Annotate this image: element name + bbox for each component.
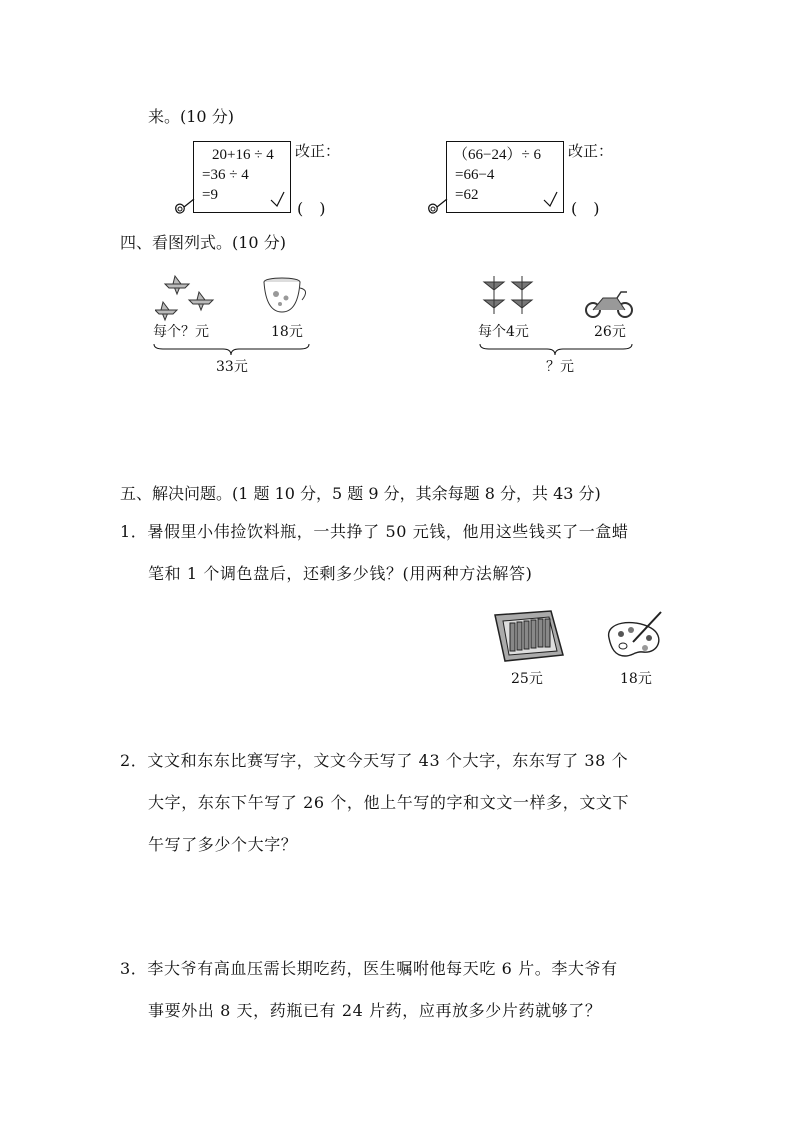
calc-line: =36 ÷ 4: [202, 167, 249, 183]
q3-line-1: 3．李大爷有高血压需长期吃药，医生嘱咐他每天吃 6 片。李大爷有: [120, 959, 618, 978]
spinning-top-icon: [478, 276, 542, 316]
teacup-icon: [258, 276, 312, 316]
crayon-box-icon: [493, 609, 565, 663]
crayon-price-label: 25元: [511, 671, 543, 687]
calc-line: 20+16 ÷ 4: [212, 147, 274, 163]
pencil-hand-icon: [172, 196, 198, 218]
total-brace: [153, 343, 310, 359]
part5-heading: 五、解决问题。(1 题 10 分，5 题 9 分，其余每题 8 分，共 43 分): [120, 484, 601, 503]
calc-line: =62: [455, 187, 479, 203]
calculation-box: [446, 141, 564, 213]
motorcycle-icon: [583, 288, 635, 318]
item2-price-label: 26元: [594, 324, 626, 340]
palette-price-label: 18元: [620, 671, 652, 687]
part3-tail-text: 来。(10 分): [148, 107, 234, 126]
answer-paren[interactable]: ( ): [297, 199, 326, 218]
check-mark-icon: [268, 190, 288, 210]
item2-price-label: 18元: [271, 324, 303, 340]
q1-line-1: 1．暑假里小伟捡饮料瓶，一共挣了 50 元钱，他用这些钱买了一盒蜡: [120, 522, 629, 541]
item1-price-label: 每个？元: [153, 324, 209, 340]
total-label: ？元: [546, 359, 574, 375]
q2-line-3: 午写了多少个大字？: [148, 835, 298, 854]
q3-line-2: 事要外出 8 天，药瓶已有 24 片药，应再放多少片药就够了？: [148, 1001, 602, 1020]
total-brace: [479, 343, 633, 359]
part4-heading: 四、看图列式。(10 分): [120, 233, 286, 252]
toy-plane-icon: [155, 272, 225, 322]
fix-label: 改正：: [295, 142, 341, 160]
answer-paren[interactable]: ( ): [571, 199, 600, 218]
fix-label: 改正：: [568, 142, 614, 160]
calc-line: （66−24）÷ 6: [453, 147, 541, 163]
q2-line-2: 大字，东东下午写了 26 个，他上午写的字和文文一样多，文文下: [148, 793, 630, 812]
item1-price-label: 每个4元: [478, 324, 529, 340]
calc-line: =9: [202, 187, 218, 203]
total-label: 33元: [216, 359, 248, 375]
q1-line-2: 笔和 1 个调色盘后，还剩多少钱？(用两种方法解答): [148, 564, 533, 583]
calculation-box: [193, 141, 291, 213]
check-mark-icon: [541, 190, 561, 210]
q2-line-1: 2．文文和东东比赛写字，文文今天写了 43 个大字，东东写了 38 个: [120, 751, 629, 770]
pencil-hand-icon: [425, 196, 451, 218]
paint-palette-icon: [603, 608, 665, 660]
calc-line: =66−4: [455, 167, 495, 183]
